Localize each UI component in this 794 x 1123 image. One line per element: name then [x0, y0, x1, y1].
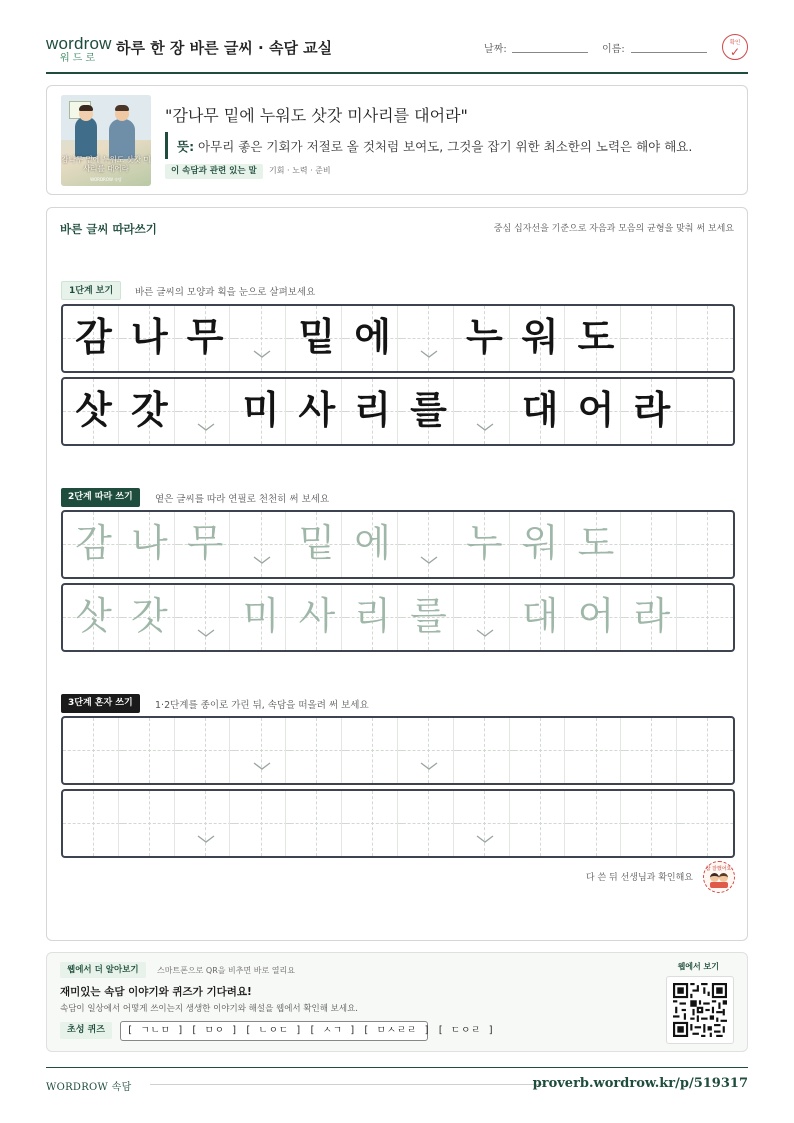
- practice-character: 사: [298, 388, 336, 432]
- grid-cell[interactable]: [175, 585, 231, 650]
- grid-cell[interactable]: [119, 718, 175, 783]
- practice-character: 나: [130, 315, 168, 359]
- grid-cell[interactable]: [342, 512, 398, 577]
- grid-cell[interactable]: [454, 791, 510, 856]
- space-chevron-icon: [252, 349, 272, 359]
- grid-cell[interactable]: [621, 585, 677, 650]
- grid-cell: [119, 306, 175, 371]
- related-words-tags: 기회 · 노력 · 준비: [269, 166, 331, 175]
- practice-character: 밑: [298, 315, 336, 359]
- practice-character: 어: [577, 388, 615, 432]
- grid-cell: [175, 379, 231, 444]
- grid-cell[interactable]: [63, 718, 119, 783]
- web-heading: 재미있는 속담 이야기와 퀴즈가 기다려요!: [60, 986, 252, 998]
- qr-code-icon: [673, 983, 727, 1037]
- space-chevron-icon: [475, 834, 495, 844]
- name-label: 이름:: [602, 44, 625, 55]
- grid-cell: [398, 379, 454, 444]
- grid-cell: [231, 306, 287, 371]
- step3-row-1[interactable]: [61, 716, 735, 785]
- grid-cell[interactable]: [621, 512, 677, 577]
- practice-character: 라: [633, 388, 671, 432]
- step2-row-1[interactable]: [61, 510, 735, 579]
- date-field[interactable]: [512, 52, 588, 53]
- step1-row-2: [61, 377, 735, 446]
- grid-cell[interactable]: [566, 791, 622, 856]
- practice-character: 대: [521, 388, 559, 432]
- grid-cell[interactable]: [398, 718, 454, 783]
- grid-cell[interactable]: [231, 585, 287, 650]
- grid-cell[interactable]: [119, 585, 175, 650]
- practice-character: 대: [521, 594, 559, 638]
- grid-cell[interactable]: [342, 791, 398, 856]
- grid-cell: [231, 379, 287, 444]
- grid-cell: [677, 306, 733, 371]
- grid-cell[interactable]: [119, 512, 175, 577]
- practice-character: 라: [633, 594, 671, 638]
- name-field[interactable]: [631, 52, 707, 53]
- handwriting-practice-section: [46, 207, 748, 941]
- initial-quiz: [ ㄱㄴㅁ ] [ ㅁㅇ ] [ ㄴㅇㄷ ] [ ㅅㄱ ] [ ㅁㅅㄹㄹ ] [ ㄷㅇㄹ ]: [120, 1021, 428, 1041]
- practice-character: 갓: [130, 388, 168, 432]
- step1-badge: 1단계 보기: [61, 281, 121, 300]
- grid-cell: [621, 306, 677, 371]
- web-more-section: [46, 952, 748, 1052]
- proverb-title: "감나무 밑에 누워도 삿갓 미사리를 대어라": [165, 106, 468, 125]
- practice-character: 도: [577, 315, 615, 359]
- grid-cell: [566, 379, 622, 444]
- web-more-badge: 웹에서 더 알아보기: [60, 962, 146, 978]
- step3-badge: 3단계 혼자 쓰기: [61, 694, 140, 713]
- grid-cell[interactable]: [175, 512, 231, 577]
- grid-cell: [286, 306, 342, 371]
- qr-hint: 스마트폰으로 QR을 비추면 바로 열리요: [157, 966, 295, 975]
- grid-cell: [63, 306, 119, 371]
- grid-cell: [566, 306, 622, 371]
- illustration-caption: 감나무 밑에 누워도 삿갓 미사리를 대어라: [61, 155, 151, 173]
- grid-cell[interactable]: [677, 791, 733, 856]
- practice-character: 미: [242, 388, 280, 432]
- teacher-check-note: 다 쓴 뒤 선생님과 확인해요: [585, 873, 693, 883]
- step1-row-1: [61, 304, 735, 373]
- grid-cell: [510, 379, 566, 444]
- confirm-stamp-icon: 확인 ✓: [722, 34, 748, 60]
- grid-cell[interactable]: [510, 585, 566, 650]
- grid-cell: [342, 306, 398, 371]
- practice-character: 갓: [130, 594, 168, 638]
- section-note: 중심 십자선을 기준으로 자음과 모음의 균형을 맞춰 써 보세요: [493, 224, 734, 234]
- wordrow-logo: wordrow 워드로: [46, 34, 112, 64]
- grid-cell: [175, 306, 231, 371]
- grid-cell[interactable]: [566, 585, 622, 650]
- grid-cell[interactable]: [398, 791, 454, 856]
- space-chevron-icon: [252, 761, 272, 771]
- footer-url-link[interactable]: proverb.wordrow.kr/p/519317: [532, 1076, 748, 1091]
- practice-character: 감: [75, 521, 112, 565]
- grid-cell[interactable]: [621, 791, 677, 856]
- grid-cell[interactable]: [231, 512, 287, 577]
- grid-cell[interactable]: [286, 585, 342, 650]
- grid-cell[interactable]: [566, 512, 622, 577]
- practice-character: 에: [354, 315, 392, 359]
- meaning-label: 뜻:: [177, 139, 195, 154]
- practice-character: 워: [521, 521, 559, 565]
- meaning-accent-bar: [165, 132, 168, 159]
- space-chevron-icon: [196, 628, 216, 638]
- grid-cell[interactable]: [677, 718, 733, 783]
- space-chevron-icon: [475, 422, 495, 432]
- grid-cell[interactable]: [286, 791, 342, 856]
- grid-cell: [454, 379, 510, 444]
- practice-character: 어: [577, 594, 615, 638]
- step3-row-2[interactable]: [61, 789, 735, 858]
- section-title: 바른 글씨 따라쓰기: [60, 222, 157, 236]
- grid-cell[interactable]: [286, 512, 342, 577]
- grid-cell[interactable]: [398, 512, 454, 577]
- footer-divider: [150, 1084, 546, 1085]
- practice-character: 워: [521, 315, 559, 359]
- space-chevron-icon: [475, 628, 495, 638]
- illustration-brand: WORDROW 속담: [90, 177, 122, 182]
- space-chevron-icon: [419, 349, 439, 359]
- grid-cell[interactable]: [231, 791, 287, 856]
- practice-character: 를: [410, 594, 447, 638]
- initial-quiz-badge: 초성 퀴즈: [60, 1022, 112, 1039]
- practice-character: 나: [130, 521, 168, 565]
- grid-cell[interactable]: [286, 718, 342, 783]
- web-description: 속담이 일상에서 어떻게 쓰이는지 생생한 이야기와 해설을 웹에서 확인해 보세요.: [60, 1004, 358, 1014]
- grid-cell: [342, 379, 398, 444]
- proverb-illustration: [61, 95, 151, 186]
- date-label: 날짜:: [484, 44, 507, 55]
- footer-brand: WORDROW 속담: [46, 1082, 132, 1093]
- grid-cell[interactable]: [175, 791, 231, 856]
- grid-cell: [510, 306, 566, 371]
- practice-character: 에: [354, 521, 392, 565]
- page-title: 하루 한 장 바른 글씨 · 속담 교실: [116, 39, 333, 57]
- practice-character: 미: [242, 594, 280, 638]
- practice-character: 도: [577, 521, 615, 565]
- practice-character: 사: [298, 594, 336, 638]
- grid-cell: [677, 379, 733, 444]
- grid-cell[interactable]: [63, 512, 119, 577]
- meaning-text: 아무리 좋은 기회가 저절로 올 것처럼 보여도, 그것을 잡기 위한 최소한의 노력은 해야 해요.: [194, 139, 693, 154]
- practice-character: 리: [354, 594, 392, 638]
- grid-cell[interactable]: [119, 791, 175, 856]
- grid-cell: [454, 306, 510, 371]
- step1-description: 바른 글씨의 모양과 획을 눈으로 살펴보세요: [135, 287, 316, 298]
- grid-cell[interactable]: [454, 512, 510, 577]
- step3-description: 1·2단계를 종이로 가린 뒤, 속담을 떠올려 써 보세요: [155, 700, 369, 711]
- practice-character: 삿: [75, 388, 112, 432]
- step2-badge: 2단계 따라 쓰기: [61, 488, 140, 507]
- grid-cell[interactable]: [677, 512, 733, 577]
- grid-cell: [621, 379, 677, 444]
- grid-cell[interactable]: [621, 718, 677, 783]
- grid-cell[interactable]: [342, 718, 398, 783]
- grid-cell[interactable]: [398, 585, 454, 650]
- grid-cell[interactable]: [677, 585, 733, 650]
- grid-cell: [286, 379, 342, 444]
- proverb-meaning: [177, 137, 692, 155]
- practice-character: 밑: [298, 521, 336, 565]
- grid-cell[interactable]: [231, 718, 287, 783]
- page-footer: [46, 1067, 748, 1095]
- grid-cell[interactable]: [63, 791, 119, 856]
- grid-cell[interactable]: [510, 718, 566, 783]
- grid-cell[interactable]: [342, 585, 398, 650]
- grid-cell: [119, 379, 175, 444]
- page-header: [46, 32, 748, 74]
- grid-cell[interactable]: [510, 512, 566, 577]
- proverb-card: [46, 85, 748, 195]
- grid-cell[interactable]: [510, 791, 566, 856]
- space-chevron-icon: [252, 555, 272, 565]
- space-chevron-icon: [196, 834, 216, 844]
- grid-cell[interactable]: [454, 718, 510, 783]
- step2-row-2[interactable]: [61, 583, 735, 652]
- grid-cell[interactable]: [454, 585, 510, 650]
- practice-character: 리: [354, 388, 392, 432]
- space-chevron-icon: [419, 555, 439, 565]
- grid-cell: [398, 306, 454, 371]
- practice-character: 를: [410, 388, 447, 432]
- practice-character: 누: [465, 315, 503, 359]
- qr-label: 웹에서 보기: [677, 962, 719, 971]
- practice-character: 감: [75, 315, 112, 359]
- practice-character: 누: [465, 521, 503, 565]
- grid-cell[interactable]: [63, 585, 119, 650]
- practice-character: 무: [186, 315, 224, 359]
- practice-character: 무: [186, 521, 224, 565]
- space-chevron-icon: [196, 422, 216, 432]
- grid-cell: [63, 379, 119, 444]
- qr-code[interactable]: [666, 976, 734, 1044]
- grid-cell[interactable]: [566, 718, 622, 783]
- teacher-stamp-icon: 참 잘했어요: [703, 861, 735, 893]
- space-chevron-icon: [419, 761, 439, 771]
- step2-description: 옅은 글씨를 따라 연필로 천천히 써 보세요: [155, 494, 330, 505]
- practice-character: 삿: [75, 594, 112, 638]
- related-words-badge: 이 속담과 관련 있는 말: [165, 164, 263, 179]
- grid-cell[interactable]: [175, 718, 231, 783]
